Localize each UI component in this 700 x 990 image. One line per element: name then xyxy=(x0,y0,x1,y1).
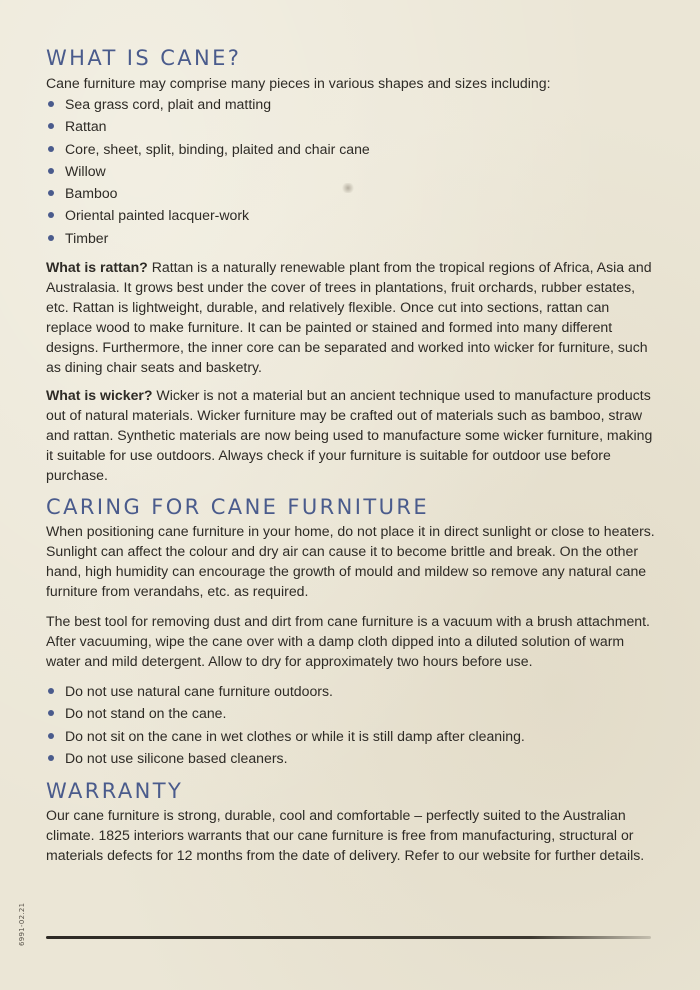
list-item: Rattan xyxy=(46,115,656,137)
section-title-caring: CARING FOR CANE FURNITURE xyxy=(46,495,430,520)
bullet-icon xyxy=(48,168,54,174)
list-item: Do not use natural cane furniture outdoors. xyxy=(46,680,656,702)
list-item: Do not stand on the cane. xyxy=(46,702,656,724)
bullet-icon xyxy=(48,235,54,241)
caring-paragraph-1: When positioning cane furniture in your home, do not place it in direct sunlight or close to heaters. Sunlight can affect the colour and dry air can cause it to become brittle and break. On the other hand, high humidity can encourage the growth of mould and mildew so remove any natural cane furniture from verandahs, etc. as required. xyxy=(46,523,655,600)
bullet-icon xyxy=(48,688,54,694)
list-item: Do not use silicone based cleaners. xyxy=(46,747,656,769)
list-item: Willow xyxy=(46,160,656,182)
wicker-paragraph xyxy=(46,385,656,485)
warranty-paragraph: Our cane furniture is strong, durable, cool and comfortable – perfectly suited to the Australian climate. 1825 interiors warrants that our cane furniture is free from manufacturing, structural or materials defects for 12 months from the date of delivery. Refer to our website for further details. xyxy=(46,807,645,864)
list-item: Core, sheet, split, binding, plaited and chair cane xyxy=(46,138,656,160)
bullet-icon xyxy=(48,733,54,739)
list-item: Do not sit on the cane in wet clothes or while it is still damp after cleaning. xyxy=(46,725,656,747)
section-title-warranty: WARRANTY xyxy=(46,779,184,804)
bullet-icon xyxy=(48,212,54,218)
bullet-icon xyxy=(48,190,54,196)
intro-paragraph: Cane furniture may comprise many pieces in various shapes and sizes including: xyxy=(46,75,551,91)
wicker-text: Wicker is not a material but an ancient technique used to manufacture products out of natural materials. Wicker furniture may be crafted out of materials such as bamboo, straw and rattan. Synthetic materials are now being used to manufacture some wicker furniture, making it suitable for use outdoors. Always check if your furniture is suitable for outdoor use before purchase. xyxy=(46,387,653,484)
list-item: Timber xyxy=(46,227,656,249)
care-rules-list xyxy=(46,680,656,769)
document-code: 6991-02.21 xyxy=(18,902,26,946)
bullet-icon xyxy=(48,123,54,129)
list-item: Oriental painted lacquer-work xyxy=(46,204,656,226)
footer-divider xyxy=(46,936,651,939)
bullet-icon xyxy=(48,146,54,152)
section-title-what-is-cane: WHAT IS CANE? xyxy=(46,46,242,70)
document-page xyxy=(46,44,656,865)
bullet-icon xyxy=(48,101,54,107)
caring-paragraph-2: The best tool for removing dust and dirt from cane furniture is a vacuum with a brush attachment. After vacuuming, wipe the cane over with a damp cloth dipped into a diluted solution of warm water and mild detergent. Allow to dry for approximately two hours before use. xyxy=(46,613,650,670)
wicker-lead: What is wicker? xyxy=(46,387,153,404)
list-item: Bamboo xyxy=(46,182,656,204)
rattan-paragraph xyxy=(46,257,656,377)
bullet-icon xyxy=(48,710,54,716)
list-item: Sea grass cord, plait and matting xyxy=(46,93,656,115)
bullet-icon xyxy=(48,755,54,761)
cane-types-list xyxy=(46,93,656,249)
rattan-lead: What is rattan? xyxy=(46,259,148,276)
rattan-text: Rattan is a naturally renewable plant from the tropical regions of Africa, Asia and Australasia. It grows best under the cover of trees in plantations, fruit orchards, rubber estates, etc. Rattan is lightweight, durable, and relatively flexible. Once cut into sections, rattan can replace wood to make furniture. It can be painted or stained and formed into many different designs. Furthermore, the inner core can be separated and worked into wicker for furniture, such as dining chair seats and basketry. xyxy=(46,259,652,376)
